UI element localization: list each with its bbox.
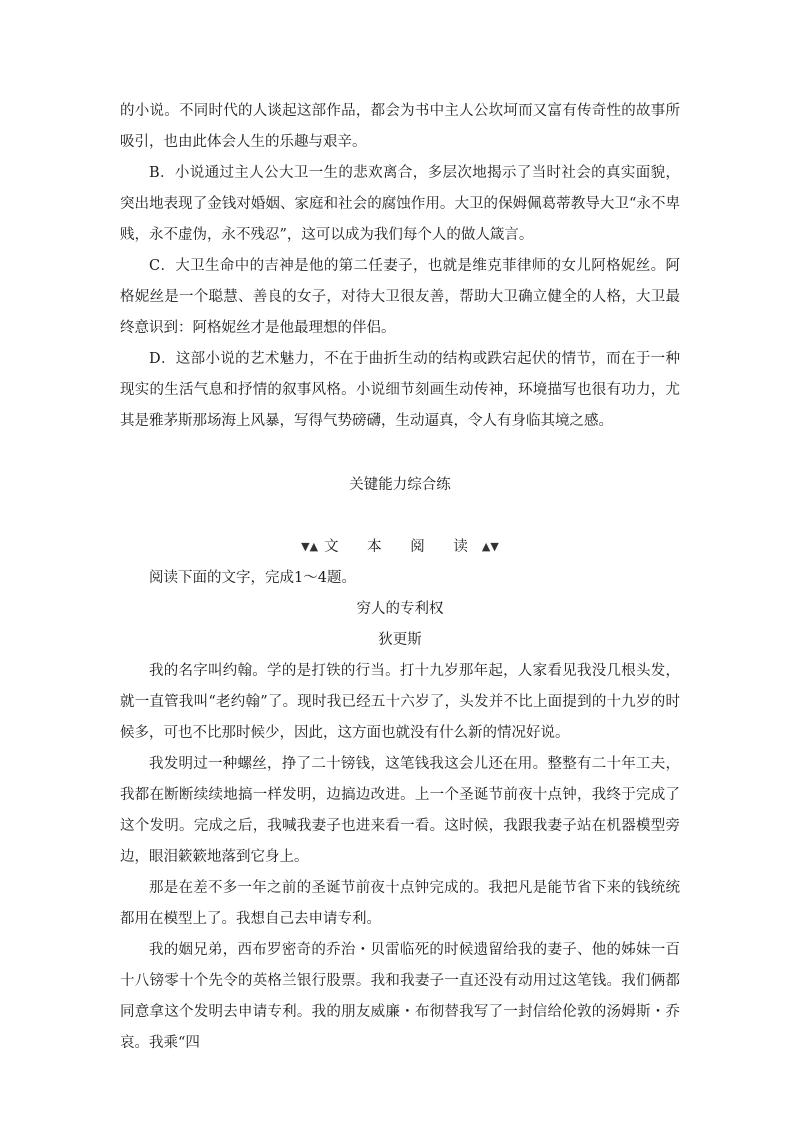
option-c: C．大卫生命中的吉神是他的第二任妻子，也就是维克菲律师的女儿阿格妮丝。阿格妮丝是一个聪慧、善良的女子，对待大卫很友善，帮助大卫确立健全的人格，大卫最终意识到：阿格妮丝才是他最理想的伴侣。 <box>120 258 680 336</box>
option-d: D．这部小说的艺术魅力，不在于曲折生动的结构或跌宕起伏的情节，而在于一种现实的生活气息和抒情的叙事风格。小说细节刻画生动传神，环境描写也很有功力，尤其是雅茅斯那场海上风暴，写得气势磅礴，生动逼真，令人有身临其境之感。 <box>120 351 680 429</box>
section-title: 关键能力综合练 <box>349 477 451 493</box>
banner-right-icon: ▲▼ <box>481 540 499 553</box>
banner-label: 文 本 阅 读 <box>324 538 480 555</box>
story-title: 穷人的专利权 <box>356 600 444 617</box>
story-paragraph: 那是在差不多一年之前的圣诞节前夜十点钟完成的。我把凡是能节省下来的钱统统都用在模型上了。我想自己去申请专利。 <box>120 879 680 927</box>
story-paragraph: 我的名字叫约翰。学的是打铁的行当。打十九岁那年起，人家看见我没几根头发，就一直管我叫“老约翰”了。现时我已经五十六岁了，头发并不比上面提到的十九岁的时候多，可也不比那时候少，因此，这方面也就没有什么新的情况好说。 <box>120 662 680 741</box>
option-a-continued: 的小说。不同时代的人谈起这部作品，都会为书中主人公坎坷而又富有传奇性的故事所吸引，也由此体会人生的乐趣与艰辛。 <box>120 103 680 150</box>
document-page <box>120 96 680 1059</box>
option-b: B．小说通过主人公大卫一生的悲欢离合，多层次地揭示了当时社会的真实面貌，突出地表现了金钱对婚姻、家庭和社会的腐蚀作用。大卫的保姆佩葛蒂教导大卫“永不卑贱，永不虚伪，永不残忍”，这可以成为我们每个人的做人箴言。 <box>120 165 680 243</box>
story-author: 狄更斯 <box>378 631 422 648</box>
story-paragraph: 我的姻兄弟，西布罗密奇的乔治・贝雷临死的时候遗留给我的妻子、他的姊妹一百十八镑零十个先令的英格兰银行股票。我和我妻子一直还没有动用过这笔钱。我们俩都同意拿这个发明去申请专利。我的朋友威廉・布彻替我写了一封信给伦敦的汤姆斯・乔哀。我乘“四 <box>120 941 680 1051</box>
banner-left-icon: ▼▲ <box>301 540 319 553</box>
section-banner <box>120 531 680 563</box>
reading-instruction: 阅读下面的文字，完成1～4题。 <box>149 569 356 586</box>
story-paragraph: 我发明过一种螺丝，挣了二十镑钱，这笔钱我这会儿还在用。整整有二十年工夫，我都在断断续续地搞一样发明，边搞边改进。上一个圣诞节前夜十点钟，我终于完成了这个发明。完成之后，我喊我妻子也进来看一看。这时候，我跟我妻子站在机器模型旁边，眼泪簌簌地落到它身上。 <box>120 755 680 865</box>
